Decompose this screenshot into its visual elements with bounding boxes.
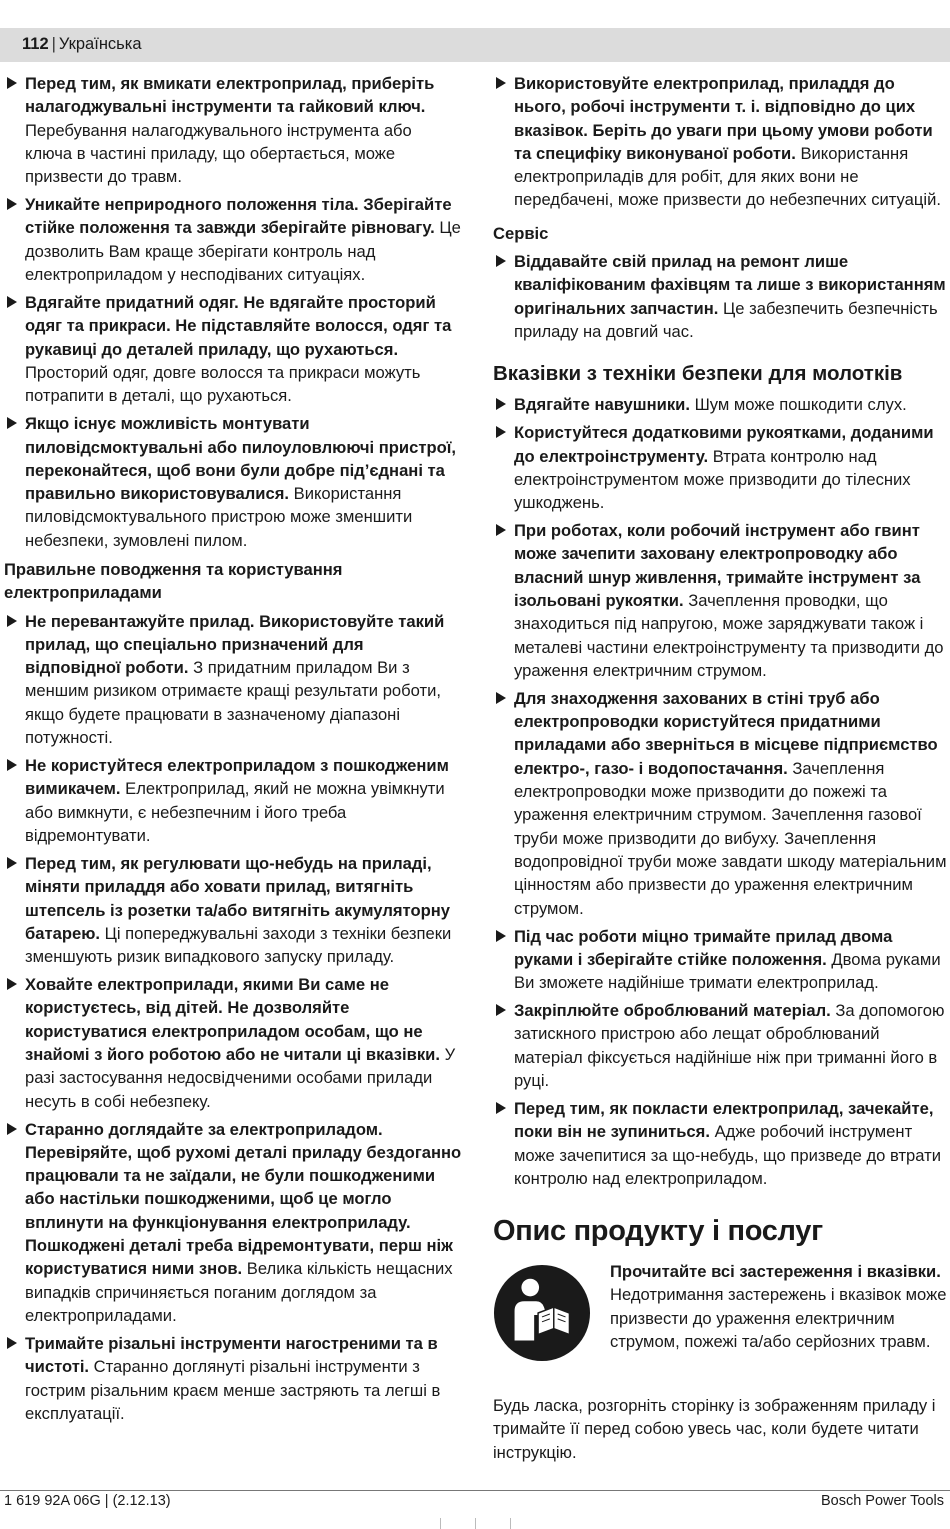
bullet-item: [493, 393, 948, 416]
bullet-bold-text: Віддавайте свій прилад на ремонт лише кваліфікованим фахівцям та лише з використанням оригінальних запчастин.: [514, 252, 946, 318]
page-number: 112: [22, 35, 49, 53]
page-header: [22, 35, 142, 54]
right-column: [493, 72, 948, 1464]
footer-rule: [0, 1490, 950, 1491]
hammer-items: [493, 393, 948, 1190]
header-separator: |: [51, 35, 56, 53]
read-notice-text: Недотримання застережень і вказівок може призвести до ураження електричним струмом, пожежі та/або серйозних травм.: [610, 1285, 947, 1352]
bullet-body-text: Ці попереджувальні заходи з техніки безпеки зменшують ризик випадкового запуску приладу.: [25, 923, 452, 967]
bullet-bold-text: Користуйтеся додатковими рукоятками, доданими до електроінструменту.: [514, 423, 934, 466]
read-notice-bold: Прочитайте всі застереження і вказівки.: [610, 1262, 941, 1282]
bullet-bold-text: Перед тим, як покласти електроприлад, зачекайте, поки він не зупиниться.: [514, 1099, 934, 1142]
bullet-body-text: Електроприлад, який не можна увімкнути або вимкнути, є небезпечним і його треба відремонтувати.: [25, 779, 445, 845]
bullet-item: [493, 999, 948, 1092]
bullet-arrow-icon: [7, 978, 17, 990]
bullet-body-text: За допомогою затискного пристрою або лещат оброблюваний матеріал фіксується надійніше ніж при триманні його в руці.: [514, 1001, 945, 1091]
bullet-body-text: Використання електроприладів для робіт, для яких вони не передбачені, може призвести до небезпечних ситуацій.: [514, 143, 941, 210]
footer-crop-marks: [0, 1518, 950, 1529]
bullet-body-text: Втрата контролю над електроінструментом може призводити до тілесних ушкоджень.: [514, 446, 911, 513]
right-items-group-a: [493, 72, 948, 212]
bullet-bold-text: Не перевантажуйте прилад. Використовуйте такий прилад, що спеціально призначений для відповідної роботи.: [25, 611, 445, 678]
bullet-item: [4, 291, 462, 407]
bullet-arrow-icon: [7, 198, 17, 210]
bullet-bold-text: При роботах, коли робочий інструмент або гвинт може зачепити заховану електропроводку або власний шнур живлення, тримайте інструмент за ізольовані рукоятки.: [514, 521, 921, 611]
bullet-arrow-icon: [496, 1102, 506, 1114]
bullet-item: [493, 421, 948, 514]
read-instructions-text: [610, 1260, 950, 1353]
bullet-arrow-icon: [7, 296, 17, 308]
bullet-item: [493, 925, 948, 995]
read-instructions-block: [493, 1260, 948, 1378]
bullet-arrow-icon: [496, 1004, 506, 1016]
footer-brand: Bosch Power Tools: [820, 1493, 944, 1509]
bullet-bold-text: Ховайте електроприлади, якими Ви саме не користуєтесь, від дітей. Не дозволяйте користуватися електроприладом особам, що не знайомі з його роботою або не читали ці вказівки.: [25, 975, 440, 1064]
subheading-handling: Правильне поводження та користування електроприладами: [4, 560, 343, 603]
bullet-item: [4, 72, 462, 188]
bullet-bold-text: Закріплюйте оброблюваний матеріал.: [514, 1001, 831, 1021]
bullet-bold-text: Старанно доглядайте за електроприладом. Перевіряйте, щоб рухомі деталі приладу бездоганно працювали та не заїдали, не були пошкодженими або настільки пошкодженими, щоб це могло вплинути на функціонування електроприладу. Пошкоджені деталі треба відремонтувати, перш ніж користуватися ними знов.: [25, 1119, 462, 1279]
bullet-arrow-icon: [7, 759, 17, 771]
bullet-item: [4, 193, 462, 286]
bullet-body-text: Це забезпечить безпечність приладу на довгий час.: [514, 298, 938, 341]
bullet-arrow-icon: [7, 77, 17, 89]
bullet-item: [4, 610, 462, 750]
service-items: [493, 250, 948, 343]
bullet-item: [493, 519, 948, 682]
left-items-group-b: [4, 610, 462, 1426]
header-bar: [0, 28, 950, 62]
read-manual-icon: [493, 1264, 591, 1362]
bullet-arrow-icon: [496, 930, 506, 942]
bullet-body-text: У разі застосування недосвідченими особами прилади несуть в собі небезпеку.: [25, 1045, 456, 1111]
product-description-heading: Опис продукту і послуг: [493, 1215, 823, 1248]
bullet-item: [4, 1332, 462, 1425]
bullet-arrow-icon: [7, 1123, 17, 1135]
bullet-bold-text: Під час роботи міцно тримайте прилад двома руками і зберігайте стійке положення.: [514, 926, 893, 969]
bullet-body-text: Перебування налагоджувального інструмента або ключа в частині приладу, що обертається, може призвести до травм.: [25, 120, 412, 187]
bullet-item: [493, 250, 948, 343]
left-items-group-a: [4, 72, 462, 552]
bullet-bold-text: Не користуйтеся електроприладом з пошкодженим вимикачем.: [25, 756, 449, 799]
bullet-arrow-icon: [7, 615, 17, 627]
bullet-bold-text: Використовуйте електроприлад, приладдя до нього, робочі інструменти т. і. відповідно до цих вказівок. Беріть до уваги при цьому умови роботи та специфіку виконуваної роботи.: [514, 74, 933, 163]
bullet-body-text: Зачеплення електропроводки може призводити до пожежі та ураження електричним струмом. Зачеплення газової труби може призводити до вибуху. Зачеплення водопровідної труби може завдати шкоду матеріальним цінностям або призвести до ураження електричним струмом.: [514, 758, 947, 918]
bullet-body-text: Старанно доглянуті різальні інструменти з гострим різальним краєм менше застряють та легші в експлуатації.: [25, 1357, 441, 1423]
hammer-safety-heading: Вказівки з техніки безпеки для молотків: [493, 362, 903, 386]
bullet-bold-text: Уникайте неприродного положення тіла. Зберігайте стійке положення та завжди зберігайте рівновагу.: [25, 195, 452, 238]
bullet-arrow-icon: [7, 417, 17, 429]
bullet-body-text: Зачеплення проводки, що знаходиться під напругою, може заряджувати також і металеві частини електроінструменту та призводити до ураження електричним струмом.: [514, 591, 944, 680]
bullet-arrow-icon: [496, 692, 506, 704]
bullet-arrow-icon: [496, 398, 506, 410]
bullet-bold-text: Вдягайте придатний одяг. Не вдягайте просторий одяг та прикраси. Не підставляйте волосся, одяг та рукавиці до деталей приладу, що рухаються.: [25, 293, 452, 359]
bullet-body-text: Просторий одяг, довге волосся та прикраси можуть потрапити в деталі, що рухаються.: [25, 362, 421, 406]
bullet-arrow-icon: [496, 77, 506, 89]
bullet-bold-text: Тримайте різальні інструменти нагостреними та в чистоті.: [25, 1333, 438, 1377]
header-language: Українська: [58, 35, 142, 53]
bullet-bold-text: Вдягайте навушники.: [514, 395, 690, 415]
bullet-body-text: Шум може пошкодити слух.: [689, 395, 907, 415]
bullet-item: [4, 1118, 462, 1328]
bullet-bold-text: Якщо існує можливість монтувати пиловідсмоктувальні або пилоуловлюючі пристрої, переконайтеся, щоб вони були добре під’єднані та правильно використовувалися.: [25, 414, 457, 504]
bullet-body-text: З придатним приладом Ви з меншим ризиком отримаєте кращі результати роботи, якщо будете працювати в зазначеному діапазоні потужності.: [25, 658, 441, 748]
bullet-bold-text: Перед тим, як вмикати електроприлад, приберіть налагоджувальні інструменти та гайковий ключ.: [25, 74, 435, 117]
service-heading: Сервіс: [493, 223, 549, 243]
bullet-arrow-icon: [7, 1337, 17, 1349]
bullet-item: [4, 973, 462, 1113]
bullet-arrow-icon: [496, 426, 506, 438]
bullet-item: [4, 754, 462, 847]
bullet-arrow-icon: [496, 524, 506, 536]
bullet-arrow-icon: [496, 255, 506, 267]
bullet-arrow-icon: [7, 857, 17, 869]
bullet-body-text: Адже робочий інструмент може зачепитися за що-небудь, що призведе до втрати контролю над електроприладом.: [514, 1122, 942, 1188]
bullet-bold-text: Перед тим, як регулювати що-небудь на приладі, міняти приладдя або ховати прилад, витягніть штепсель із розетки та/або витягніть акумуляторну батарею.: [25, 853, 450, 943]
bullet-bold-text: Для знаходження захованих в стіні труб або електропроводки користуйтеся придатними приладами або зверніться в місцеве підприємство електро-, газо- і водопостачання.: [514, 688, 938, 778]
bullet-body-text: Це дозволить Вам краще зберігати контроль над електроприладом у несподіваних ситуаціях.: [25, 218, 461, 285]
intro-paragraph: Будь ласка, розгорніть сторінку із зображенням приладу і тримайте її перед собою увесь час, коли будете читати інструкцію.: [493, 1396, 936, 1462]
bullet-item: [493, 72, 948, 212]
bullet-item: [493, 1097, 948, 1190]
bullet-item: [4, 852, 462, 968]
footer-doc-code: 1 619 92A 06G | (2.12.13): [4, 1493, 171, 1509]
bullet-body-text: Використання пиловідсмоктувального пристрою може зменшити небезпеки, зумовлені пилом.: [25, 484, 413, 550]
bullet-body-text: Велика кількість нещасних випадків спричиняється поганим доглядом за електроприладами.: [25, 1259, 453, 1325]
bullet-body-text: Двома руками Ви зможете надійніше тримати електроприлад.: [514, 949, 941, 993]
bullet-item: [493, 687, 948, 920]
left-column: [4, 72, 462, 1430]
bullet-item: [4, 412, 462, 552]
